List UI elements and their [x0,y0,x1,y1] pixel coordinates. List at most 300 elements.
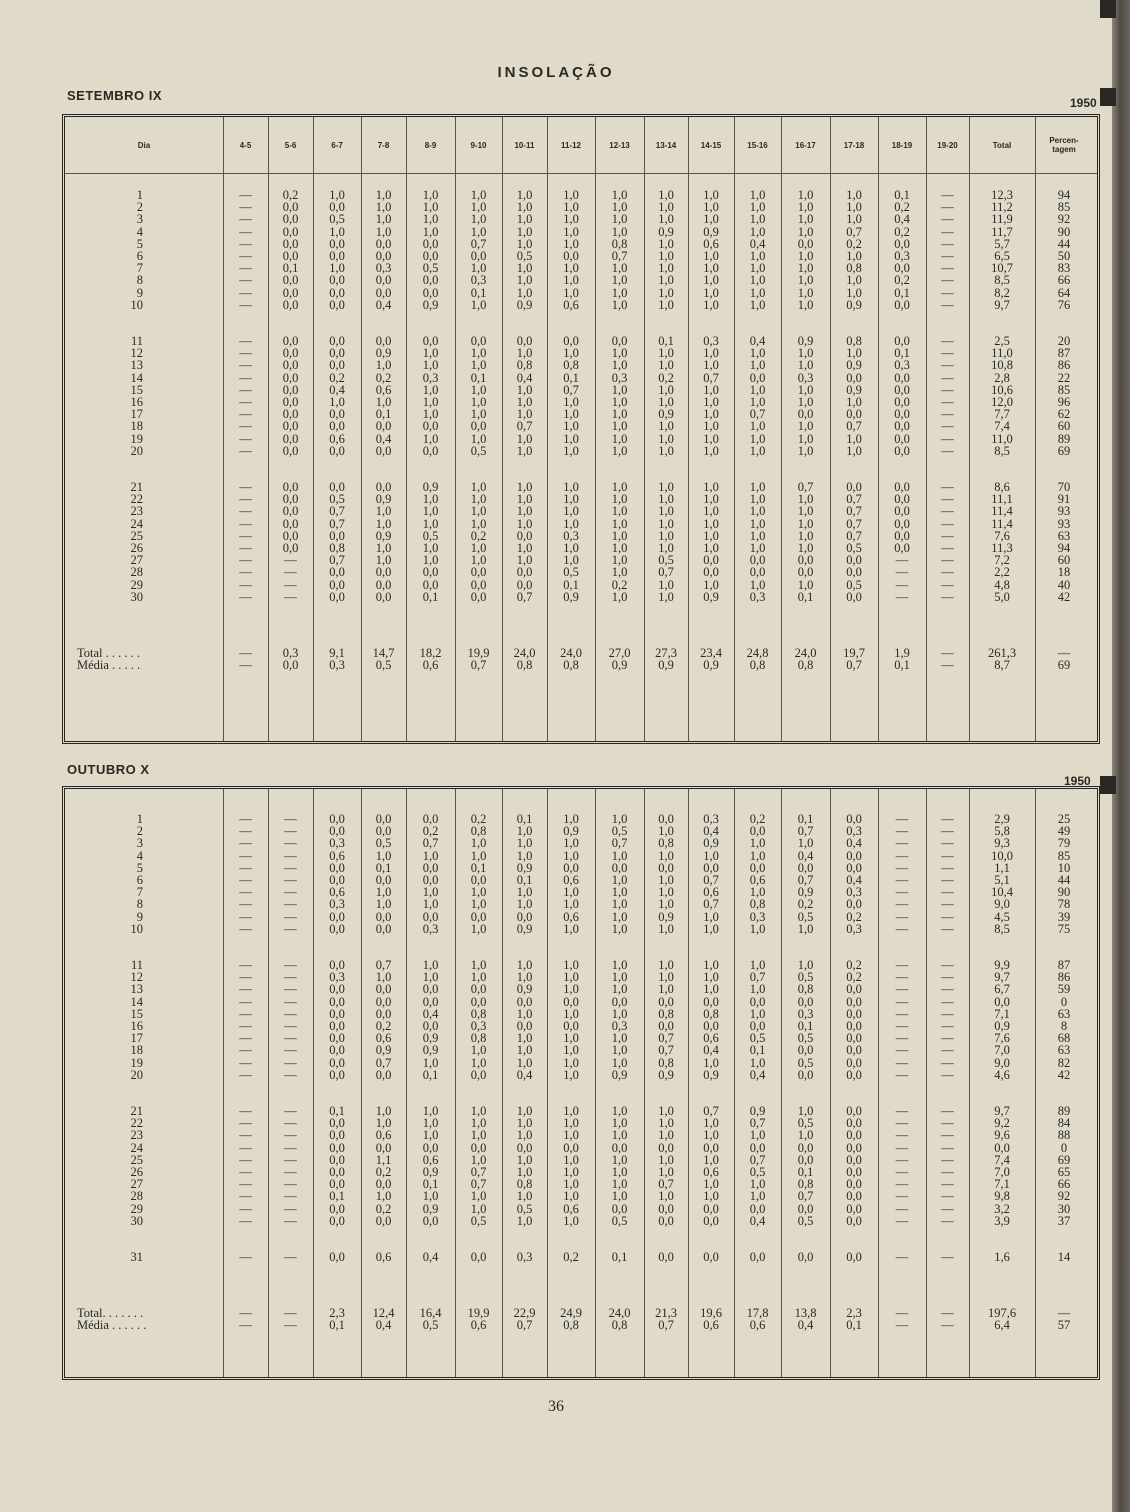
table-cell: 0,0 [846,1104,862,1118]
table-cell: 0,9 [994,1019,1010,1033]
table-cell: 0,9 [422,1201,439,1216]
table-cell: 1,0 [422,346,439,361]
table-cell: 0,8 [797,982,814,997]
table-cell: 0,0 [375,443,392,458]
table-cell: 0,0 [329,1201,345,1216]
edge-mark [1100,0,1116,18]
table-cell: 9,8 [994,1189,1010,1204]
table-cell: 1,0 [749,297,766,312]
table-cell: 0,4 [375,297,392,312]
table-cell: 1,0 [658,395,674,409]
table-cell: 0,4 [422,1006,439,1021]
table-cell: 1,0 [470,848,487,863]
table-cell: — [941,1067,954,1082]
table-cell: — [895,1104,909,1118]
table-cell: 0,0 [329,909,345,924]
table-cell: 0,0 [846,848,862,863]
total-cell: 12,4 [372,1306,395,1321]
table-cell: 1,0 [797,1128,814,1143]
table-cell: 1,0 [422,504,439,519]
table-cell: 0,1 [282,261,299,276]
table-cell: 1,0 [749,921,766,936]
total-cell: — [941,646,954,660]
table-cell: 0,0 [282,419,299,434]
table-cell: — [239,419,252,434]
media-cell: 0,8 [797,658,814,673]
table-cell: 1,0 [658,1189,674,1204]
table-cell: 1,0 [516,1128,533,1143]
day-number: 27 [130,1177,143,1192]
table-cell: — [239,492,252,507]
table-cell: — [239,443,252,458]
table-cell: 68 [1057,1031,1071,1046]
day-number: 30 [130,589,143,604]
table-cell: — [239,528,252,543]
table-cell: — [284,836,297,851]
day-number: 20 [130,443,143,458]
table-cell: 0,0 [282,443,299,458]
table-cell: 0,0 [329,1140,345,1155]
day-number: 25 [130,1152,143,1167]
table-cell: 1,0 [470,492,487,507]
table-cell: 0,0 [329,1019,345,1033]
table-cell: 1,1 [994,860,1010,875]
table-cell: 0,0 [563,860,579,875]
table-cell: 0,5 [749,1031,766,1046]
table-cell: 0,0 [894,382,910,397]
table-cell: 0,5 [375,836,392,851]
table-cell: 1,0 [375,200,392,215]
table-cell: 1,0 [563,504,579,519]
table-cell: 0,0 [846,1006,862,1021]
table-cell: 1,0 [563,1165,579,1179]
table-cell: 0,0 [749,1019,766,1033]
table-cell: 1,0 [375,885,392,900]
table-cell: 11,9 [991,212,1013,227]
table-cell: 0,9 [658,1067,674,1082]
table-cell: 1,0 [470,1189,487,1204]
table-cell: 4,5 [994,909,1010,924]
table-cell: 0,4 [703,824,719,839]
table-cell: 0,0 [422,994,439,1009]
media-cell: 0,8 [611,1318,628,1333]
table-cell: 0,0 [563,1019,579,1033]
table-cell: 0,6 [703,885,719,900]
table-cell: 94 [1057,188,1071,202]
table-cell: 1,0 [611,1006,628,1021]
table-cell: 1,0 [563,212,579,227]
table-cell: 1,0 [658,285,674,300]
table-cell: 1,0 [470,480,487,494]
table-cell: 0,2 [470,528,487,543]
table-cell: 60 [1057,419,1071,434]
table-cell: 7,0 [994,1165,1010,1179]
table-cell: 0,0 [282,224,299,239]
table-cell: 1,0 [658,297,674,312]
table-cell: 1,0 [375,516,392,531]
table-cell: 0,2 [894,273,910,288]
table-cell: 0,1 [797,1165,814,1179]
table-cell: 0,0 [658,1019,674,1033]
day-number: 4 [136,224,143,239]
table-cell: 1,0 [516,200,533,215]
table-cell: — [239,1213,252,1228]
insolation-table-outubro [62,786,1100,1380]
table-cell: — [284,1189,297,1204]
total-cell: 24,0 [513,646,536,660]
table-cell: 1,0 [516,836,533,851]
table-cell: 1,6 [994,1250,1010,1264]
table-cell: — [895,1250,909,1264]
table-cell: — [239,407,252,422]
table-cell: 0,0 [846,565,862,580]
table-cell: 0,0 [329,407,345,422]
table-cell: 0,0 [329,1043,345,1058]
total-cell: — [941,1306,954,1321]
table-cell: 1,0 [563,407,579,422]
table-cell: 0,0 [282,297,299,312]
day-number: 3 [136,212,143,227]
table-cell: 0,1 [894,285,910,300]
table-cell: 0,5 [516,1201,533,1216]
table-cell: 1,0 [797,346,814,361]
table-cell: 1,0 [516,236,533,251]
table-cell: — [941,200,954,215]
day-number: 11 [130,334,143,348]
table-cell: 0,0 [422,443,439,458]
table-cell: 0,0 [846,994,862,1009]
table-cell: 1,0 [470,395,487,409]
table-cell: 0,0 [894,492,910,507]
table-cell: 1,0 [611,528,628,543]
table-cell: 1,0 [516,261,533,276]
table-cell: 0,2 [375,1165,392,1179]
table-cell: 1,0 [797,528,814,543]
table-cell: 1,0 [422,541,439,555]
table-cell: 0,7 [658,1177,674,1192]
table-cell: 1,0 [703,1152,719,1167]
table-cell: 1,0 [422,492,439,507]
table-cell: 0,0 [846,1165,862,1179]
table-cell: — [284,970,297,985]
day-number: 13 [130,358,143,373]
table-cell: 0,0 [703,1019,719,1033]
table-cell: — [941,249,954,263]
table-cell: 5,0 [994,589,1010,604]
table-cell: 0,0 [516,909,533,924]
table-cell: 0,0 [846,480,862,494]
table-cell: 0,0 [422,236,439,251]
table-cell: 0,1 [894,346,910,361]
day-number: 2 [136,200,143,215]
table-cell: 1,0 [611,273,628,288]
table-cell: 1,0 [470,1128,487,1143]
table-cell: 0,0 [894,541,910,555]
table-cell: 1,0 [422,431,439,446]
table-cell: 1,0 [516,824,533,839]
table-cell: 0,0 [797,553,814,568]
table-cell: 1,0 [563,1067,579,1082]
table-cell: 0,5 [846,577,862,592]
table-cell: 12,3 [991,188,1013,202]
table-cell: 0,7 [703,873,719,887]
total-cell: 17,8 [746,1306,769,1321]
day-number: 26 [130,541,143,555]
day-number: 21 [130,480,143,494]
table-cell: 1,0 [470,516,487,531]
table-cell: 1,0 [470,958,487,972]
table-cell: 0,7 [703,370,719,385]
table-cell: 0,0 [516,577,533,592]
table-cell: 1,0 [516,1031,533,1046]
day-number: 17 [130,407,143,422]
table-cell: 1,0 [470,212,487,227]
table-cell: 0,0 [797,1140,814,1155]
table-cell: 0,6 [749,873,766,887]
table-cell: 0,0 [611,1201,628,1216]
table-cell: 8,5 [994,273,1010,288]
day-number: 22 [130,1116,143,1131]
table-cell: 0,0 [797,407,814,422]
table-cell: 1,0 [797,249,814,263]
day-number: 7 [136,261,143,276]
table-cell: 1,0 [658,1165,674,1179]
table-cell: 0,0 [282,395,299,409]
table-cell: 1,0 [329,224,345,239]
table-cell: 1,0 [703,1116,719,1131]
table-cell: 0,0 [994,994,1010,1009]
table-cell: — [895,921,909,936]
table-cell: — [239,370,252,385]
table-cell: 4,8 [994,577,1010,592]
table-cell: 0,0 [375,236,392,251]
table-cell: 1,0 [611,188,628,202]
section-label-setembro: SETEMBRO IX [67,88,163,103]
table-cell: 0,9 [797,334,814,348]
table-cell: 0,9 [375,346,392,361]
table-cell: 7,6 [994,1031,1010,1046]
table-cell: — [284,1104,297,1118]
column-header: 14-15 [700,140,722,150]
table-cell: — [941,1213,954,1228]
table-cell: — [895,1067,909,1082]
table-cell: — [239,873,252,887]
table-cell: 1,0 [797,200,814,215]
table-cell: 42 [1057,589,1071,604]
table-cell: 1,0 [703,188,719,202]
table-cell: 0,0 [703,1250,719,1264]
media-cell: — [895,1318,909,1333]
table-cell: 1,0 [797,836,814,851]
table-cell: 0,6 [703,1031,719,1046]
table-cell: 85 [1057,848,1071,863]
table-cell: 1,0 [563,395,579,409]
table-cell: 0,0 [846,982,862,997]
table-cell: 96 [1057,395,1071,409]
table-cell: 0,6 [375,382,392,397]
table-cell: 0 [1060,1140,1068,1155]
table-cell: 0,8 [658,1055,674,1070]
table-cell: 1,0 [703,1177,719,1192]
table-cell: 9,7 [994,297,1010,312]
table-cell: 1,0 [422,200,439,215]
table-cell: — [239,224,252,239]
table-cell: 1,0 [846,273,862,288]
day-number: 10 [130,921,143,936]
table-cell: 7,4 [994,419,1010,434]
table-cell: — [239,236,252,251]
table-cell: 30 [1057,1201,1071,1216]
table-cell: 1,0 [516,407,533,422]
table-cell: 1,0 [658,824,674,839]
table-cell: 0,6 [563,873,579,887]
table-cell: 40 [1057,577,1071,592]
table-cell: 0,0 [611,860,628,875]
column-header: 11-12 [560,140,582,150]
media-cell: 0,1 [329,1318,345,1333]
table-cell: 1,0 [703,297,719,312]
table-cell: 1,0 [846,395,862,409]
table-cell: 11,3 [991,541,1013,555]
table-cell: — [284,921,297,936]
day-number: 31 [130,1250,143,1264]
total-label: Total. . . . . . . [77,1306,144,1321]
table-cell: 93 [1057,516,1071,531]
table-cell: 9,6 [994,1128,1010,1143]
table-cell: 1,0 [516,1213,533,1228]
table-cell: 1,0 [470,1043,487,1058]
table-cell: 1,0 [749,212,766,227]
table-cell: 0,4 [797,848,814,863]
day-number: 20 [130,1067,143,1082]
table-cell: 1,0 [611,1116,628,1131]
table-cell: 0,4 [846,873,862,887]
table-cell: 0,0 [375,419,392,434]
table-cell: 1,0 [703,921,719,936]
table-cell: 0,7 [658,1031,674,1046]
column-header: 4-5 [239,140,252,150]
media-cell: 0,7 [470,658,487,673]
table-cell: 0,0 [846,407,862,422]
column-header: 10-11 [514,140,535,150]
table-cell: 0,0 [470,994,487,1009]
table-cell: — [284,1201,297,1216]
table-cell: 0,0 [658,812,674,826]
table-cell: 0,0 [329,565,345,580]
table-cell: 1,0 [563,1031,579,1046]
table-cell: 1,0 [375,1189,392,1204]
table-cell: 0,4 [422,1250,439,1264]
table-cell: 0,7 [658,1043,674,1058]
table-cell: 37 [1057,1213,1071,1228]
table-cell: — [895,565,909,580]
table-cell: 1,0 [658,346,674,361]
table-cell: — [895,897,909,912]
table-cell: 0,0 [563,249,579,263]
table-cell: 63 [1057,528,1071,543]
table-cell: 0,1 [563,577,579,592]
table-cell: 0,0 [749,1140,766,1155]
table-cell: 0,5 [329,492,345,507]
day-number: 7 [136,885,143,900]
table-cell: 0,8 [329,541,345,555]
table-cell: — [239,860,252,875]
day-number: 15 [130,1006,143,1021]
total-cell: — [239,646,252,660]
table-cell: — [941,492,954,507]
table-cell: 0,1 [797,812,814,826]
table-cell: 0,9 [563,824,579,839]
table-cell: 1,0 [611,565,628,580]
table-cell: 0,0 [703,1201,719,1216]
table-cell: 0,0 [329,334,345,348]
table-cell: 1,0 [703,443,719,458]
section-year-setembro: 1950 [1070,96,1097,110]
table-cell: 0,2 [611,577,628,592]
table-cell: 1,0 [749,982,766,997]
day-number: 16 [130,1019,143,1033]
table-cell: 1,0 [470,885,487,900]
table-cell: 1,0 [516,1165,533,1179]
table-cell: — [284,824,297,839]
table-cell: 1,0 [703,970,719,985]
column-header: Percen- tagem [1049,136,1079,154]
media-cell: — [941,658,954,673]
table-cell: 1,0 [703,848,719,863]
table-cell: 0,0 [563,994,579,1009]
table-cell: 0,0 [703,1213,719,1228]
table-cell: 69 [1057,1152,1071,1167]
table-cell: 0,0 [611,1140,628,1155]
table-cell: 1,0 [375,504,392,519]
table-cell: 1,0 [703,395,719,409]
table-cell: 1,0 [658,541,674,555]
table-cell: 0,1 [329,1189,345,1204]
table-cell: 11,0 [991,346,1013,361]
table-cell: — [941,1152,954,1167]
day-number: 29 [130,577,143,592]
media-cell: 0,1 [894,658,910,673]
table-cell: — [941,480,954,494]
table-cell: 1,0 [703,1128,719,1143]
table-cell: 1,0 [797,188,814,202]
table-cell: — [941,382,954,397]
table-cell: 0,3 [797,1006,814,1021]
table-cell: — [239,565,252,580]
table-cell: 1,0 [375,188,392,202]
total-cell: 19,9 [467,646,490,660]
table-cell: 1,0 [749,443,766,458]
table-cell: 1,0 [703,958,719,972]
table-cell: 1,0 [611,897,628,912]
table-cell: — [941,236,954,251]
table-cell: 1,0 [797,577,814,592]
table-cell: 0,5 [846,541,862,555]
table-cell: 0,7 [846,504,862,519]
table-cell: 1,0 [516,541,533,555]
table-cell: 0,2 [563,1250,579,1264]
table-cell: 0,7 [749,1152,766,1167]
day-number: 9 [136,909,143,924]
table-cell: 0,5 [422,261,439,276]
table-cell: 0,0 [375,565,392,580]
table-cell: — [239,1189,252,1204]
table-cell: 1,0 [611,261,628,276]
table-cell: 91 [1057,492,1071,507]
table-cell: — [941,873,954,887]
table-cell: 0,0 [846,1055,862,1070]
table-cell: 0,0 [516,334,533,348]
